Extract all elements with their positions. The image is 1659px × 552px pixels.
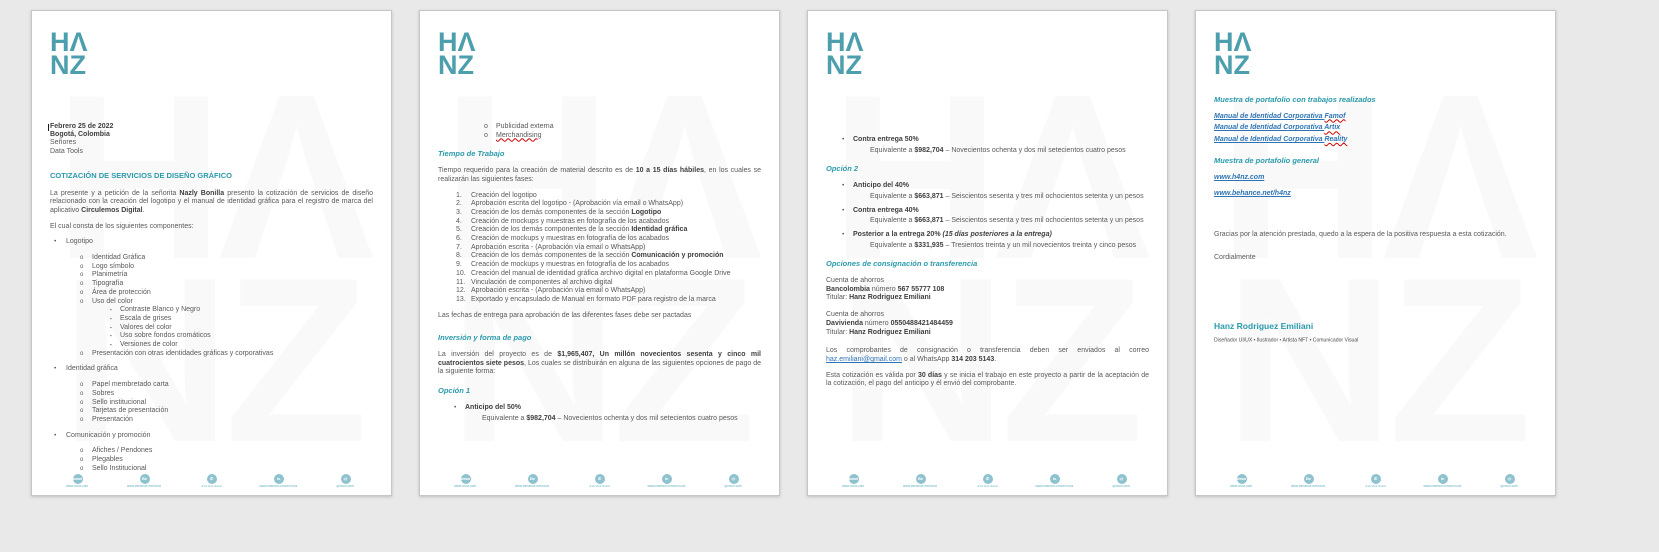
consignacion-heading: Opciones de consignación o transferencia <box>826 259 978 269</box>
footer-item <box>954 474 1021 491</box>
list-marker: o <box>80 272 84 279</box>
footer-contact-label: @h4nz.com <box>336 485 355 489</box>
list-marker: 1. <box>456 191 462 199</box>
hyperlink[interactable]: haz.emiliani@gmail.com <box>826 355 902 363</box>
list-marker: 4. <box>456 217 462 225</box>
list-item: o Sello institucional <box>80 398 147 406</box>
footer-item <box>887 474 954 491</box>
behance-icon[interactable]: Be <box>140 474 150 484</box>
opcion-2-heading: Opción 2 <box>826 164 859 174</box>
whatsapp-icon[interactable]: ✆ <box>1371 474 1381 484</box>
list-item: • Anticipo del 50% <box>454 403 522 411</box>
list-marker: o <box>80 457 84 464</box>
list-marker: o <box>80 465 84 472</box>
list-marker: o <box>80 281 84 288</box>
components-lead: El cual consta de los siguientes componentes: <box>50 222 194 230</box>
hyperlink[interactable]: Famof <box>1324 112 1346 120</box>
list-item: o Planimetría <box>80 271 128 279</box>
footer-item <box>44 474 111 491</box>
list-marker: • <box>54 431 57 439</box>
list-item: Equivalente a $982,704 – Novecientos ochenta y dos mil setecientos cuatro pesos <box>870 146 1126 154</box>
document-page-1 <box>31 10 392 496</box>
hanz-logo <box>438 27 761 86</box>
list-marker: 8. <box>456 252 462 260</box>
instagram-icon[interactable]: @ <box>729 474 739 484</box>
list-item: o Tarjetas de presentación <box>80 407 169 415</box>
whatsapp-icon[interactable]: ✆ <box>207 474 217 484</box>
page-footer <box>820 474 1155 491</box>
list-item: • Comunicación y promoción <box>54 431 151 439</box>
list-marker: 12. <box>456 287 466 295</box>
footer-contact-label: @h4nz.com <box>1112 485 1131 489</box>
document-page-2 <box>419 10 780 496</box>
footer-contact-label: 314 203 5143 <box>1365 485 1386 489</box>
opcion-2-list <box>826 182 1149 250</box>
list-marker: • <box>842 230 845 238</box>
footer-item <box>1342 474 1409 491</box>
list-marker: o <box>80 399 84 406</box>
opcion-1-list-continued <box>826 136 1149 155</box>
footer-item <box>1275 474 1342 491</box>
list-item: Equivalente a $982,704 – Novecientos ochenta y dos mil setecientos cuatro pesos <box>482 414 738 422</box>
list-item: o Tipografía <box>80 280 124 288</box>
list-item: Data Tools <box>50 147 83 155</box>
list-marker: o <box>80 350 84 357</box>
list-item: 9. Creación de mockups y muestras en fotografía de los acabados <box>456 261 670 269</box>
footer-item <box>1476 474 1543 491</box>
list-item: Cuenta de ahorros <box>826 311 884 319</box>
footer-item <box>499 474 566 491</box>
list-item: 6. Creación de mockups y muestras en fotografía de los acabados <box>456 235 670 243</box>
list-marker: 9. <box>456 261 462 269</box>
whatsapp-icon[interactable]: ✆ <box>983 474 993 484</box>
list-item: • Identidad gráfica <box>54 365 118 373</box>
list-item: o Logo símbolo <box>80 262 135 270</box>
list-item: o Área de protección <box>80 288 151 296</box>
logo-line-2: NZ <box>1214 50 1250 80</box>
list-item: o Papel membretado carta <box>80 381 169 389</box>
instagram-icon[interactable]: @ <box>341 474 351 484</box>
list-marker: 10. <box>456 269 466 277</box>
logo-line-1: HΛ <box>50 27 88 57</box>
footer-contact-label: 314 203 5143 <box>201 485 222 489</box>
list-item <box>1214 190 1537 199</box>
page-footer <box>1208 474 1543 491</box>
list-marker: • <box>54 238 57 246</box>
list-marker: ▪ <box>110 307 112 313</box>
list-item: o Sobres <box>80 389 115 397</box>
list-marker: o <box>80 416 84 423</box>
hyperlink[interactable]: Artix <box>1324 124 1341 132</box>
comprobantes-paragraph: Los comprobantes de consignación o transferencia deben ser enviados al correo haz.emiliani@gmail.com o al WhatsApp 314 203 5143. <box>826 347 1149 363</box>
list-marker: o <box>484 131 488 139</box>
list-item: • Contra entrega 50% <box>842 136 919 143</box>
instagram-icon[interactable]: @ <box>1505 474 1515 484</box>
footer-item <box>432 474 499 491</box>
list-item <box>1214 113 1537 122</box>
list-item <box>1214 136 1537 145</box>
list-item: Davivienda número 0550488421484459 <box>826 319 953 327</box>
list-marker: ▪ <box>110 315 112 321</box>
footer-contact-label: www.behance.net/h4nz <box>515 485 550 489</box>
behance-icon[interactable]: Be <box>1304 474 1314 484</box>
list-item: o Identidad Gráfica <box>80 254 146 262</box>
list-item: ▪ Uso sobre fondos cromáticos <box>110 332 211 340</box>
footer-item <box>820 474 887 491</box>
footer-contact-label: www.behance.net/h4nz <box>1291 485 1326 489</box>
footer-item <box>178 474 245 491</box>
list-marker: • <box>454 403 457 411</box>
list-marker: 7. <box>456 243 462 251</box>
list-marker: o <box>80 289 84 296</box>
cordialmente-line: Cordialmente <box>1214 253 1256 261</box>
list-item <box>826 303 1149 311</box>
list-item: • Posterior a la entrega 20% (15 días posteriores a la entrega) <box>842 230 1052 238</box>
list-item <box>1214 124 1537 133</box>
hanz-logo <box>1214 27 1537 86</box>
document-title: COTIZACIÓN DE SERVICIOS DE DISEÑO GRÁFICO <box>50 170 232 180</box>
intro-paragraph: La presente y a petición de la señorita Nazly Bonilla presento la cotización de servicios de diseño relacionado con la creación del logotipo y el manual de identidad gráfica para el registro de marca del aplicativo Circulemos Digital. <box>50 189 373 214</box>
portafolio-general-heading: Muestra de portafolio general <box>1214 155 1320 165</box>
list-item: Señores <box>50 139 77 147</box>
footer-item <box>1021 474 1088 491</box>
footer-contact-label: www.linkedin.com/in/h4nz <box>1423 485 1462 489</box>
linkedin-icon[interactable]: in <box>1050 474 1060 484</box>
list-item: 4. Creación de mockups y muestras en fotografía de los acabados <box>456 217 670 225</box>
list-marker: ▪ <box>110 342 112 348</box>
hyperlink[interactable]: Reality <box>1324 136 1348 144</box>
list-marker: • <box>842 182 845 190</box>
list-item: ▪ Valores del color <box>110 323 172 331</box>
logo-line-2: NZ <box>50 50 86 80</box>
general-links-list <box>1214 174 1537 199</box>
list-item: ▪ Contraste Blanco y Negro <box>110 306 201 314</box>
hyperlink[interactable]: Manual de Identidad Corporativa <box>1214 124 1325 132</box>
list-marker: o <box>80 255 84 262</box>
list-marker: o <box>80 382 84 389</box>
whatsapp-icon[interactable]: ✆ <box>595 474 605 484</box>
list-marker: 5. <box>456 226 462 234</box>
list-item: 5. Creación de los demás componentes de la sección Identidad gráfica <box>456 226 688 234</box>
footer-contact-label: www.behance.net/h4nz <box>903 485 938 489</box>
linkedin-icon[interactable]: in <box>662 474 672 484</box>
list-marker: 6. <box>456 235 462 243</box>
list-item: o Plegables <box>80 456 123 464</box>
list-marker: o <box>80 408 84 415</box>
gracias-paragraph: Gracias por la atención prestada, quedo a la espera de la positiva respuesta a esta cotización. <box>1214 230 1507 238</box>
behance-icon[interactable]: Be <box>528 474 538 484</box>
opcion-1-heading: Opción 1 <box>438 386 471 396</box>
list-item: o Sello Institucional <box>80 464 147 472</box>
footer-contact-label: www.h4nz.com <box>842 485 865 489</box>
hyperlink[interactable]: Manual de Identidad Corporativa <box>1214 112 1325 120</box>
page-footer <box>44 474 379 491</box>
hyperlink[interactable]: www.behance.net/h4nz <box>1214 190 1291 198</box>
list-marker: o <box>484 123 488 130</box>
list-item: o Publicidad externa <box>484 123 554 130</box>
fechas-note: Las fechas de entrega para aprobación de las diferentes fases debe ser pactadas <box>438 311 692 319</box>
linkedin-icon[interactable]: in <box>1438 474 1448 484</box>
list-marker: o <box>80 263 84 270</box>
opcion-1-list <box>438 404 761 423</box>
list-item: • Anticipo del 40% <box>842 182 910 190</box>
list-marker: 13. <box>456 295 466 303</box>
instagram-icon[interactable]: @ <box>1117 474 1127 484</box>
list-marker: • <box>842 206 845 214</box>
footer-contact-label: 314 203 5143 <box>977 485 998 489</box>
inversion-paragraph: La inversión del proyecto es de $1,965,407, Un millón novecientos sesenta y cinco mil cuatrocientos siete pesos, Los cuales se distribuirán en alguna de las siguientes opciones de pago de la siguiente forma: <box>438 351 761 376</box>
logo-line-1: HΛ <box>438 27 476 57</box>
list-item: Equivalente a $663,871 – Seiscientos sesenta y tres mil ochocientos setenta y un pesos <box>870 217 1144 225</box>
footer-contact-label: www.h4nz.com <box>454 485 477 489</box>
list-item: Bancolombia número 567 55777 108 <box>826 285 945 293</box>
validez-paragraph: Esta cotización es válida por 30 días y se inicia el trabajo en este proyecto a partir de la aceptación de la cotización, el pago del anticipo y él envió del comprobante. <box>826 371 1149 388</box>
document-page-3 <box>807 10 1168 496</box>
list-item: Cuenta de ahorros <box>826 277 884 285</box>
www-icon[interactable]: www <box>1237 474 1247 484</box>
list-item: o Uso del color <box>80 297 133 305</box>
www-icon[interactable]: www <box>849 474 859 484</box>
components-list <box>50 238 373 473</box>
footer-item <box>312 474 379 491</box>
list-item: Bogotá, Colombia <box>50 131 110 139</box>
list-item: • Contra entrega 40% <box>842 206 919 214</box>
www-icon[interactable]: www <box>461 474 471 484</box>
list-marker: • <box>54 365 57 373</box>
footer-item <box>1088 474 1155 491</box>
list-item <box>1214 174 1537 183</box>
list-item: 13. Exportado y encapsulado de Manual en formato PDF para registro de la marca <box>456 295 716 303</box>
linkedin-icon[interactable]: in <box>274 474 284 484</box>
list-item: ▪ Versiones de color <box>110 341 178 349</box>
list-item: Titular: Hanz Rodriguez Emiliani <box>826 328 931 336</box>
components-list-continued <box>438 123 761 140</box>
list-item: 1. Creación del logotipo <box>456 191 537 199</box>
logo-line-2: NZ <box>438 50 474 80</box>
www-icon[interactable]: www <box>73 474 83 484</box>
footer-item <box>566 474 633 491</box>
page-footer <box>432 474 767 491</box>
section-heading-tiempo: Tiempo de Trabajo <box>438 149 505 159</box>
list-marker: o <box>80 298 84 305</box>
footer-contact-label: 314 203 5143 <box>589 485 610 489</box>
list-marker: • <box>842 136 845 143</box>
list-item: 12. Aprobación escrita - (Aprobación vía email o WhatsApp) <box>456 287 646 295</box>
hyperlink[interactable]: Manual de Identidad Corporativa <box>1214 136 1325 144</box>
footer-item <box>633 474 700 491</box>
hanz-logo <box>826 27 1149 86</box>
footer-contact-label: @h4nz.com <box>724 485 743 489</box>
document-page-4 <box>1195 10 1556 496</box>
list-marker: o <box>80 448 84 455</box>
footer-contact-label: www.linkedin.com/in/h4nz <box>1035 485 1074 489</box>
footer-item <box>245 474 312 491</box>
list-item: o Merchandising <box>484 131 542 139</box>
list-marker: 11. <box>456 278 466 286</box>
portafolio-heading: Muestra de portafolio con trabajos realizados <box>1214 95 1376 104</box>
list-item: o Presentación <box>80 415 133 423</box>
logo-line-1: HΛ <box>1214 27 1252 57</box>
behance-icon[interactable]: Be <box>916 474 926 484</box>
footer-contact-label: www.h4nz.com <box>66 485 89 489</box>
list-marker: o <box>80 390 84 397</box>
portfolio-links-list <box>1214 113 1537 145</box>
list-item: 3. Creación de los demás componentes de la sección Logotipo <box>456 208 662 216</box>
list-item: Equivalente a $663,871 – Seiscientos sesenta y tres mil ochocientos setenta y un pesos <box>870 192 1144 200</box>
bank-accounts-block <box>826 277 1149 337</box>
letter-header-block <box>50 123 373 156</box>
list-marker: 2. <box>456 200 462 208</box>
footer-item <box>700 474 767 491</box>
signature-role: Diseñador UI/UX • Ilustrador • Artista NFT • Comunicador Visual <box>1214 337 1359 343</box>
footer-item <box>1208 474 1275 491</box>
logo-line-1: HΛ <box>826 27 864 57</box>
footer-contact-label: www.h4nz.com <box>1230 485 1253 489</box>
list-marker: 3. <box>456 208 462 216</box>
signature-name: Hanz Rodriguez Emiliani <box>1214 321 1314 332</box>
footer-contact-label: www.linkedin.com/in/h4nz <box>259 485 298 489</box>
list-marker: ▪ <box>110 333 112 339</box>
list-item: Titular: Hanz Rodriguez Emiliani <box>826 294 931 302</box>
list-item: 8. Creación de los demás componentes de la sección Comunicación y promoción <box>456 252 724 260</box>
list-item: 2. Aprobación escrita del logotipo - (Aprobación vía email o WhatsApp) <box>456 200 684 208</box>
list-item: Febrero 25 de 2022 <box>50 123 114 130</box>
list-item: 11. Vinculación de componentes al archivo digital <box>456 278 613 286</box>
tiempo-paragraph: Tiempo requerido para la creación de material descrito es de 10 a 15 días hábiles, en los cuales se realizarán las siguientes fases: <box>438 167 761 183</box>
list-item: 7. Aprobación escrita - (Aprobación vía email o WhatsApp) <box>456 243 646 251</box>
section-heading-inversion: Inversión y forma de pago <box>438 333 532 343</box>
fases-numbered-list <box>438 192 761 305</box>
date-address-lines <box>50 123 373 156</box>
footer-contact-label: @h4nz.com <box>1500 485 1519 489</box>
list-marker: ▪ <box>110 324 112 330</box>
list-item: o Presentación con otras identidades gráficas y corporativas <box>80 349 274 357</box>
list-item: 10. Creación del manual de identidad gráfica archivo digital en plataforma Google Drive <box>456 269 731 277</box>
text-cursor <box>48 124 49 131</box>
hanz-logo <box>50 27 373 86</box>
footer-item <box>1409 474 1476 491</box>
list-item: ▪ Escala de grises <box>110 314 172 322</box>
list-item: Equivalente a $331,935 – Tresientos treinta y un mil novecientos treinta y cinco pesos <box>870 241 1137 249</box>
list-item: o Afiches / Pendones <box>80 447 153 455</box>
footer-item <box>111 474 178 491</box>
hyperlink[interactable]: www.h4nz.com <box>1214 173 1265 181</box>
footer-contact-label: www.behance.net/h4nz <box>127 485 162 489</box>
footer-contact-label: www.linkedin.com/in/h4nz <box>647 485 686 489</box>
logo-line-2: NZ <box>826 50 862 80</box>
list-item: • Logotipo <box>54 238 93 246</box>
